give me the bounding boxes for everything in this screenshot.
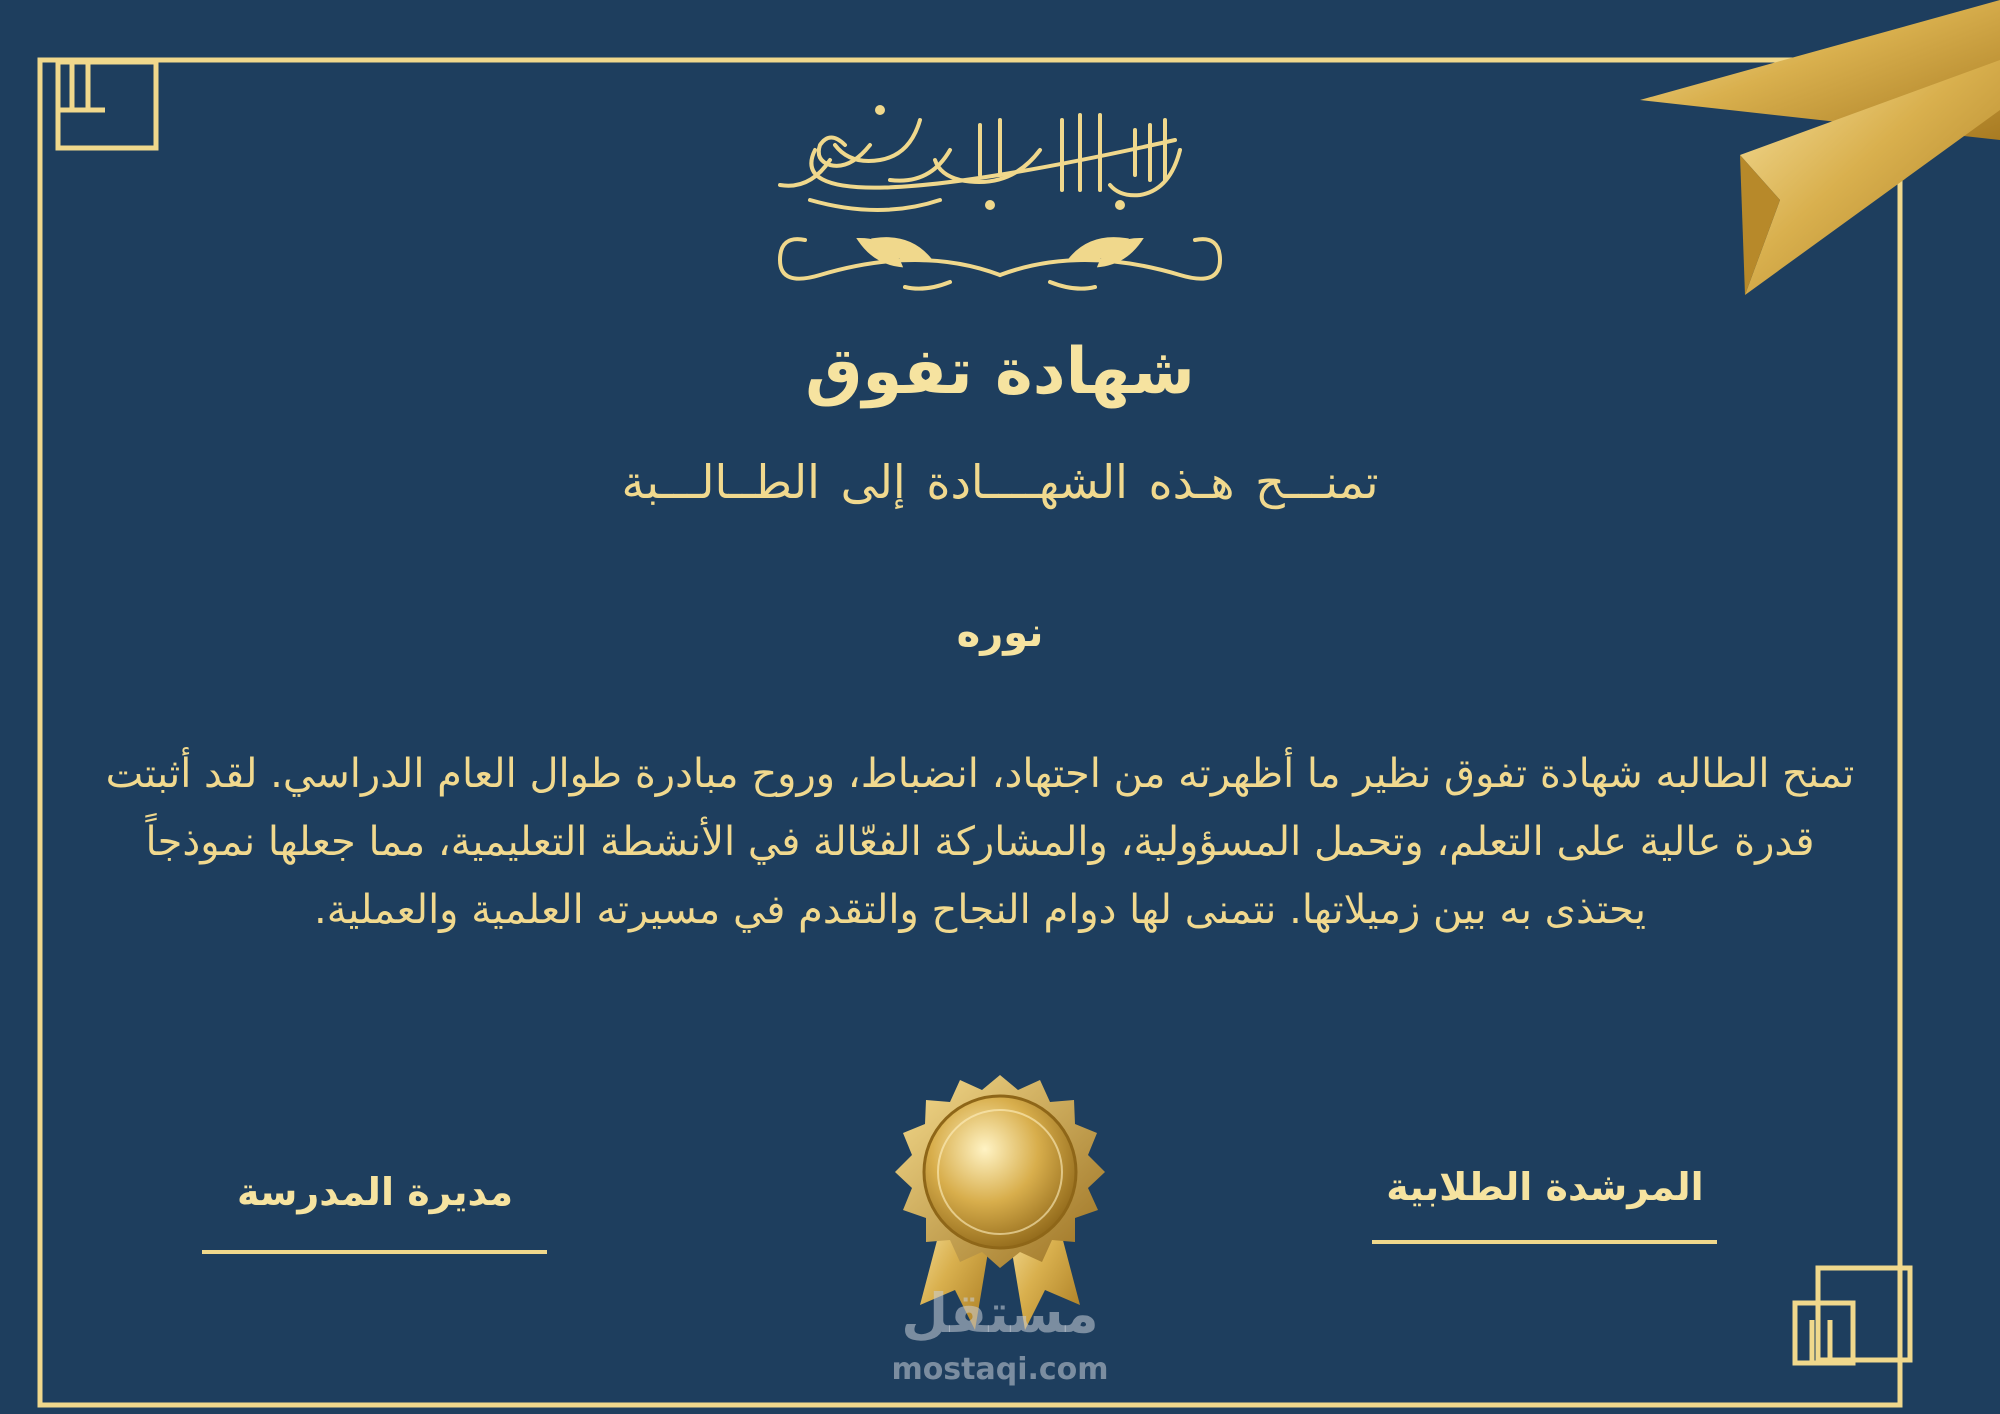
signature-line-principal: [202, 1250, 547, 1254]
gold-ribbon-icon: [1640, 0, 2000, 295]
corner-square-icon: [1795, 1268, 1910, 1363]
corner-square-icon: [58, 62, 156, 148]
signature-label-principal: مديرة المدرسة: [236, 1170, 514, 1214]
recipient-name: نوره: [956, 610, 1044, 656]
watermark-arabic: مستقل: [901, 1282, 1099, 1345]
signature-label-counselor: المرشدة الطلابية: [1386, 1165, 1704, 1209]
watermark-latin: mostaqi.com: [891, 1352, 1109, 1387]
certificate-title: شهادة تفوق: [805, 335, 1195, 409]
certificate-body: تمنح الطالبه شهادة تفوق نظير ما أظهرته من اجتهاد، انضباط، وروح مبادرة طوال العام الدراسي. لقد أثبتت قدرة عالية على التعلم، وتحمل المسؤولية، والمشاركة الفعّالة في الأنشطة التعليمية، مما جعلها نموذجاً يحتذى به بين زميلاتها. نتمنى لها دوام النجاح والتقدم في مسيرته العلمية والعملية.: [105, 751, 1855, 933]
certificate-subtitle: تمنـــح هـذه الشهــــادة إلى الطــالـــبة: [621, 455, 1379, 509]
floral-ornament-icon: [780, 239, 1220, 288]
signature-line-counselor: [1372, 1240, 1717, 1244]
basmala-calligraphy: [780, 107, 1180, 210]
